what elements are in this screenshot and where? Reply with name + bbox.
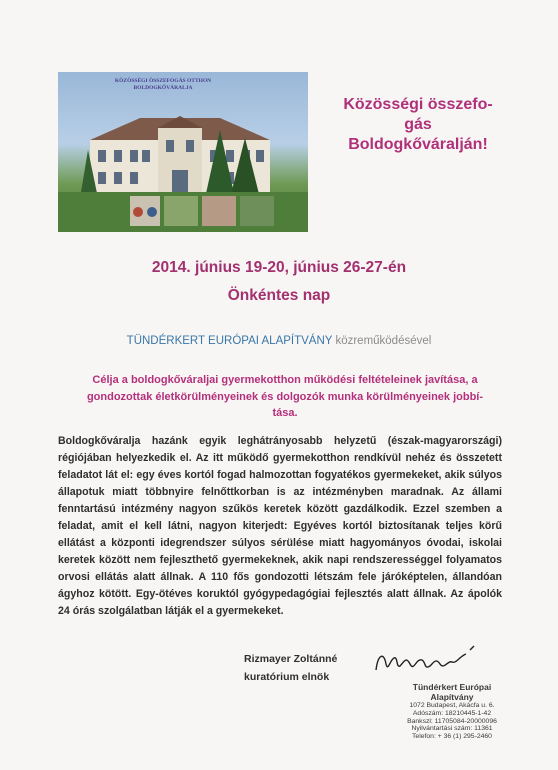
- header-photo: [58, 72, 308, 232]
- event-date: 2014. június 19-20, június 26-27-én: [151, 259, 407, 276]
- photo-strip: [58, 192, 308, 232]
- body-paragraph: Boldogkőváralja hazánk egyik leghátrányosabb helyzetű (észak-magyarországi) régiójában helyezkedik el. Az itt működő gyermekotthon rendkívül nehéz és összetett feladatot lát el: egy éves kortól fogad halmozottan fogyatékos gyermekeket, akik súlyos állapotuk miatt többnyire felnőttkorban is az intézményben maradnak. Az állami fenntartású intézmény nagyon szűkös keretek között gazdálkodik. Ezzel szemben a feladat, amit el kell látni, nagyon kiterjedt: Egyéves kortól biztosítanak teljes körű ellátást a központi idegrendszer súlyos sérülése miatt hagyományos óvodai, iskolai keretek között nem fejleszthető gyermekeknek, akik napi rendszerességgel folyamatos orvosi ellátás alatt állnak. A 110 fős gondozotti létszám fele járóképtelen, állandóan ágyhoz kötött. Egy-ötéves koruktól gyógypedagógiai fejlesztés alatt állnak. Az ápolók 24 órás szolgálatban látják el a gyermekeket.: [58, 435, 502, 617]
- headline: Közösségi összefo- gás Boldogkőváralján!: [343, 96, 493, 153]
- photo-caption: KÖZÖSSÉGI ÖSSZEFOGÁS OTTHON BOLDOGKŐVÁRALJA: [114, 78, 212, 91]
- event-title: Önkéntes nap: [227, 287, 331, 304]
- manor-house-illustration: [80, 110, 280, 198]
- signer-role: kuratórium elnök: [244, 671, 330, 683]
- foundation-name: TÜNDÉRKERT EURÓPAI ALAPÍTVÁNY: [126, 335, 333, 347]
- foundation-line: [0, 335, 558, 347]
- handwritten-signature: [370, 642, 480, 682]
- signer-block: [244, 650, 374, 686]
- foundation-suffix: közreműködésével: [332, 335, 432, 347]
- foundation-stamp: Tündérkert Európai Alapítvány 1072 Budapest, Akácfa u. 6. Adószám: 18210445-1-42 Bankszl: 11705084-20000096 Nyilvántartási szám: 11361 Telefon: + 36 (1) 295-2460: [407, 682, 497, 741]
- signer-name: Rizmayer Zoltánné: [244, 653, 338, 665]
- goal-statement: Célja a boldogkőváraljai gyermekotthon működési feltételeinek javítása, a gondozottak életkörülményeinek és dolgozók munka körülményeinek jobbí- tása.: [86, 374, 484, 419]
